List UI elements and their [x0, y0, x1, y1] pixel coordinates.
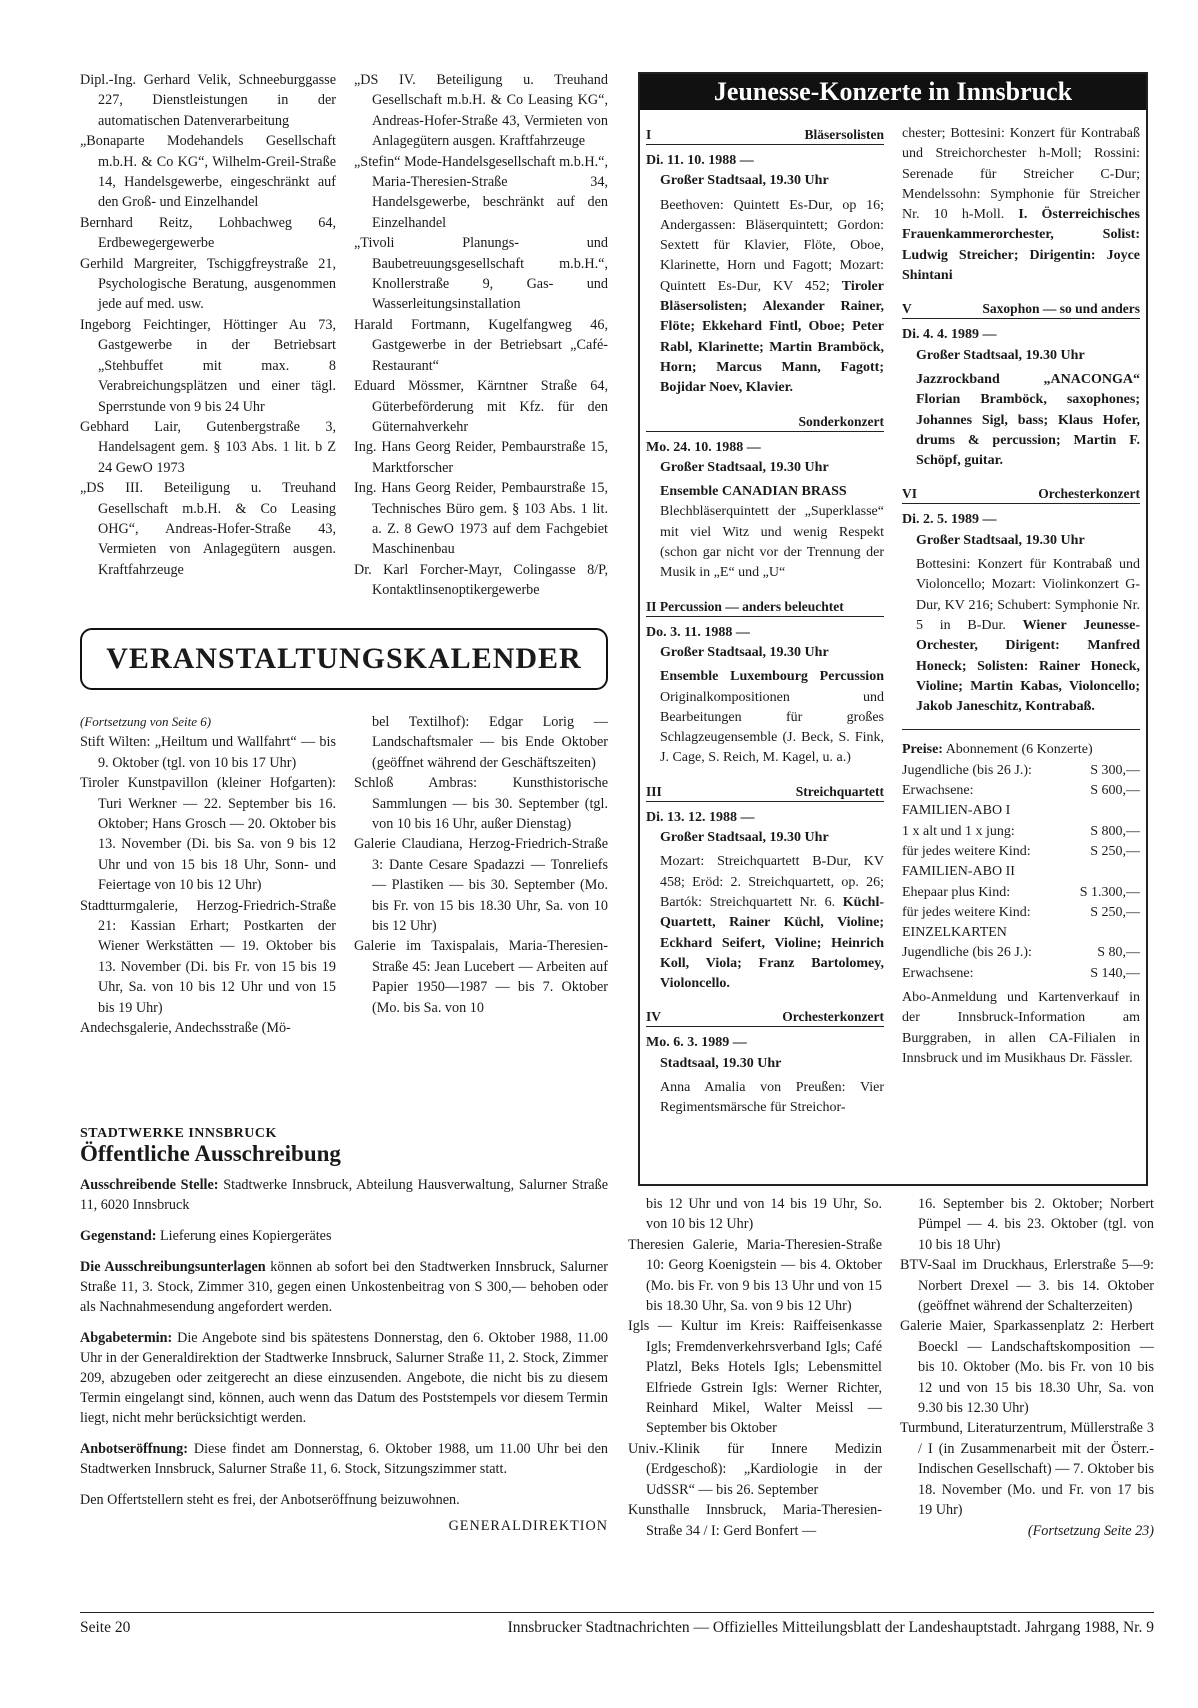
register-entry: Bernhard Reitz, Lohbachweg 64, Erdbewegergewerbe: [80, 214, 336, 252]
event-entry: Theresien Galerie, Maria-Theresien-Straße 10: Georg Koenigstein — bis 4. Oktober (Mo. bis Fr. von 9 bis 13 Uhr und von 15 bis 18.30 Uhr, Sa. von 9 bis 12 Uhr): [628, 1236, 882, 1315]
event-entry: 16. September bis 2. Oktober; Norbert Pümpel — 4. bis 23. Oktober (tgl. von 10 bis 18 Uhr): [918, 1196, 1154, 1253]
event-entry: Galerie Claudiana, Herzog-Friedrich-Straße 3: Dante Cesare Spadazzi — Tonreliefs — Plastiken — bis 30. September (Mo. bis Fr. von 15 bis 18.30 Uhr, Sa. von 10 bis 12 Uhr): [354, 836, 608, 935]
event-entry: Kunsthalle Innsbruck, Maria-Theresien-Straße 34 / I: Gerd Bonfert —: [628, 1502, 882, 1539]
jeunesse-box: [638, 72, 1148, 1186]
section-header: VI Orchesterkonzert: [902, 485, 1140, 504]
event-entry: Univ.-Klinik für Innere Medizin (Erdgeschoß): „Kardiologie in der UdSSR“ — bis 26. September: [628, 1440, 882, 1498]
ausschreibung: STADTWERKE INNSBRUCK Öffentliche Ausschreibung Ausschreibende Stelle: Stadtwerke Innsbruck, Abteilung Hausverwaltung, Salurner Straße 11, 6020 Innsbruck Gegenstand: Lieferung eines Kopiergerätes Die Ausschreibungsunterlagen können ab sofort bei den Stadtwerken Innsbruck, Salurner Straße 11, 3. Stock, Zimmer 310, gegen einen Unkostenbeitrag von S 300,— behoben oder als Nachnahmesendung angefordert werden. Abgabetermin: Die Angebote sind bis spätestens Donnerstag, den 6. Oktober 1988, 11.00 Uhr in der Generaldirektion der Stadtwerke Innsbruck, Salurner Straße 11, 2. Stock, Zimmer 209, abzugeben oder zeitgerecht an diese einzusenden. Angebote, die nicht bis zu diesem Termin eingelangt sind, können, auch wenn das Datum des Poststempels vor diesem Termin liegt, nicht mehr berücksichtigt werden. Anbotseröffnung: Diese findet am Donnerstag, 6. Oktober 1988, um 11.00 Uhr bei den Stadtwerken Innsbruck, Salurner Straße 11, 6. Stock, Sitzungszimmer statt. Den Offertstellern steht es frei, der Anbotseröffnung beizuwohnen. GENERALDIREKTION: [80, 1126, 609, 1534]
event-entry: Galerie Maier, Sparkassenplatz 2: Herbert Boeckl — Landschaftskomposition — bis 10. Oktober (Mo. bis Fr. von 10 bis 12 und von 15 bis 18.30 Uhr, Sa. von 9.30 bis 12.30 Uhr): [900, 1318, 1154, 1417]
event-entry: bis 12 Uhr und von 14 bis 19 Uhr, So. von 10 bis 12 Uhr): [646, 1196, 882, 1233]
publication-info: Innsbrucker Stadtnachrichten — Offizielles Mitteilungsblatt der Landeshauptstadt. Jahrgang 1988, Nr. 9: [507, 1619, 1154, 1636]
kalender-column-4: 16. September bis 2. Oktober; Norbert Pümpel — 4. bis 23. Oktober (tgl. von 10 bis 18 Uhr) BTV-Saal im Druckhaus, Erlerstraße 5—9: Norbert Drexel — 3. bis 14. Oktober (geöffnet während der Schalterzeiten) Galerie Maier, Sparkassenplatz 2: Herbert Boeckl — Landschaftskomposition — bis 10. Oktober (Mo. bis Fr. von 10 bis 12 und von 15 bis 18.30 Uhr, Sa. von 9.30 bis 12.30 Uhr) Turmbund, Literaturzentrum, Müllerstraße 3 / I (in Zusammenarbeit mit der Österr.-Indischen Gesellschaft) — 7. Oktober bis 18. November (Mo. und Fr. von 17 bis 19 Uhr) (Fortsetzung Seite 23): [900, 1196, 1154, 1539]
jeunesse-column-left: I Bläsersolisten Di. 11. 10. 1988 — Großer Stadtsaal, 19.30 Uhr Beethoven: Quintett Es-Dur, op 16; Andergassen: Bläserquintett; Gordon: Sextett für Klavier, Flöte, Oboe, Klarinette, Horn und Fagott; Mozart: Quintett Es-Dur, KV 452; Tiroler Bläsersolisten; Alexander Rainer, Flöte; Ekkehard Fintl, Oboe; Peter Rabl, Klarinette; Martin Bramböck, Horn; Marcus Mann, Fagott; Bojidar Noev, Klavier. Sonderkonzert Mo. 24. 10. 1988 — Großer Stadtsaal, 19.30 Uhr Ensemble CANADIAN BRASS Blechbläserquintett der „Superklasse“ mit viel Witz und wenig Respekt (schon gar nicht vor der Trennung der Musik in „E“ und „U“ II Percussion — anders beleuchtet Do. 3. 11. 1988 — Großer Stadtsaal, 19.30 Uhr Ensemble Luxembourg Percussion Originalkompositionen und Bearbeitungen für großes Schlagzeugensemble (J. Beck, S. Fink, J. Cage, S. Reich, M. Kagel, u. a.) III Streichquartett Di. 13. 12. 1988 — Großer Stadtsaal, 19.30 Uhr Mozart: Streichquartett B-Dur, KV 458; Eröd: 2. Streichquartett, op. 26; Bartók: Streichquartett Nr. 6. Küchl-Quartett, Rainer Küchl, Violine; Eckhard Seifert, Violine; Heinrich Koll, Viola; Franz Bartolomey, Violoncello. IV Orchesterkonzert Mo. 6. 3. 1989 — Stadtsaal, 19.30 Uhr Anna Amalia von Preußen: Vier Regimentsmärsche für Streichor-: [646, 126, 884, 1119]
kalender-column-2: [354, 712, 608, 1018]
event-entry: bel Textilhof): Edgar Lorig — Landschaftsmaler — bis Ende Oktober (geöffnet während der Geschäftszeiten): [372, 714, 608, 771]
register-entry: Gebhard Lair, Gutenbergstraße 3, Handelsagent gem. § 103 Abs. 1 lit. b Z 24 GewO 1973: [80, 418, 336, 476]
section-header: IV Orchesterkonzert: [646, 1008, 884, 1027]
section-header: I Bläsersolisten: [646, 126, 884, 145]
event-entry: Igls — Kultur im Kreis: Raiffeisenkasse Igls; Fremdenverkehrsverband Igls; Café Platzl, Beks Hotels Igls; Lebensmittel Elfriede Gstrein Igls: Werner Richter, Reinhard Mikel, Walter Meissl — September bis Oktober: [628, 1318, 882, 1437]
event-entry: Andechsgalerie, Andechsstraße (Mö-: [80, 1020, 291, 1037]
kalender-column-1: (Fortsetzung von Seite 6) Stift Wilten: „Heiltum und Wallfahrt“ — bis 9. Oktober (tgl. von 10 bis 17 Uhr) Tiroler Kunstpavillon (kleiner Hofgarten): Turi Werkner — 22. September bis 16. Oktober; Hans Grosch — 20. Oktober bis 13. November (Di. bis Sa. von 9 bis 12 Uhr und von 15 bis 18 Uhr, Sonn- und Feiertage von 10 bis 12 Uhr) Stadtturmgalerie, Herzog-Friedrich-Straße 21: Kassian Erhart; Postkarten der Wiener Werkstätten — 19. Oktober bis 13. November (Di. bis Fr. von 15 bis 19 Uhr, Sa. von 10 bis 12 Uhr und von 15 bis 19 Uhr) Andechsgalerie, Andechsstraße (Mö-: [80, 712, 336, 1039]
page-footer: [80, 1612, 1154, 1637]
s4-text-start: Anna Amalia von Preußen: Vier Regimentsmärsche für Streichor-: [660, 1079, 884, 1116]
ausschreibung-title: Öffentliche Ausschreibung: [80, 1141, 341, 1166]
event-entry: Turmbund, Literaturzentrum, Müllerstraße 3 / I (in Zusammenarbeit mit der Österr.-Indischen Gesellschaft) — 7. Oktober bis 18. November (Mo. und Fr. von 17 bis 19 Uhr): [900, 1420, 1154, 1519]
register-entry: Dr. Karl Forcher-Mayr, Colingasse 8/P, Kontaktlinsenoptikergewerbe: [354, 561, 608, 599]
event-entry: BTV-Saal im Druckhaus, Erlerstraße 5—9: Norbert Drexel — 3. bis 14. Oktober (geöffnet während der Schalterzeiten): [900, 1257, 1154, 1315]
register-entry: Ing. Hans Georg Reider, Pembaurstraße 15, Marktforscher: [354, 439, 608, 476]
register-entry: „DS III. Beteiligung u. Treuhand Gesellschaft m.b.H. & Co Leasing OHG“, Andreas-Hofer-Straße 43, Vermieten von Anlagegütern ausgen. Kraftfahrzeuge: [80, 480, 336, 578]
register-entry: „Bonaparte Modehandels Gesellschaft m.b.H. & Co KG“, Wilhelm-Greil-Straße 14, Handelsgewerbe, eingeschränkt auf den Groß- und Einzelhandel: [80, 133, 336, 211]
event-entry: Tiroler Kunstpavillon (kleiner Hofgarten): Turi Werkner — 22. September bis 16. Oktober; Hans Grosch — 20. Oktober bis 13. November (Di. bis Sa. von 9 bis 12 Uhr und von 15 bis 18 Uhr, Sonn- und Feiertage von 10 bis 12 Uhr): [80, 775, 336, 894]
page-number: Seite 20: [80, 1619, 131, 1636]
register-entry: Ingeborg Feichtinger, Höttinger Au 73, Gastgewerbe in der Betriebsart „Stehbuffet mit max. 8 Verabreichungsplätzen und einer tägl. Sperrstunde von 9 bis 24 Uhr: [80, 316, 336, 415]
jeunesse-title: Jeunesse-Konzerte in Innsbruck: [640, 74, 1146, 110]
register-entry: „Stefin“ Mode-Handelsgesellschaft m.b.H.“, Maria-Theresien-Straße 34, Handelsgewerbe, beschränkt auf den Einzelhandel: [354, 153, 608, 231]
register-entry: Harald Fortmann, Kugelfangweg 46, Gastgewerbe in der Betriebsart „Café-Restaurant“: [354, 316, 608, 374]
event-entry: Schloß Ambras: Kunsthistorische Sammlungen — bis 30. September (tgl. von 10 bis 16 Uhr, außer Dienstag): [354, 775, 608, 833]
register-column-2: [354, 70, 608, 601]
section-header: Sonderkonzert: [646, 413, 884, 432]
event-entry: Stift Wilten: „Heiltum und Wallfahrt“ — bis 9. Oktober (tgl. von 10 bis 17 Uhr): [80, 734, 336, 771]
register-column-1: [80, 70, 336, 580]
register-entry: Eduard Mössmer, Kärntner Straße 64, Güterbeförderung mit Kfz. für den Güternahverkehr: [354, 378, 608, 435]
register-entry: „Tivoli Planungs- und Baubetreuungsgesellschaft m.b.H.“, Knollerstraße 9, Gas- und Wasserleitungsinstallation: [354, 235, 608, 313]
concert-text: Beethoven: Quintett Es-Dur, op 16; Andergassen: Bläserquintett; Gordon: Sextett für Klavier, Flöte, Oboe, Klarinette, Horn und Fagott; Mozart: Quintett Es-Dur, KV 452; Tiroler Bläsersolisten; Alexander Rainer, Flöte; Ekkehard Fintl, Oboe; Peter Rabl, Klarinette; Martin Bramböck, Horn; Marcus Mann, Fagott; Bojidar Noev, Klavier.: [660, 197, 884, 396]
register-entry: Dipl.-Ing. Gerhard Velik, Schneeburggasse 227, Dienstleistungen in der automatischen Datenverarbeitung: [80, 72, 336, 129]
event-entry: Galerie im Taxispalais, Maria-Theresien-Straße 45: Jean Lucebert — Arbeiten auf Papier 1950—1987 — bis 7. Oktober (Mo. bis Sa. von 10: [354, 938, 608, 1016]
event-entry: Stadtturmgalerie, Herzog-Friedrich-Straße 21: Kassian Erhart; Postkarten der Wiener Werkstätten — 19. Oktober bis 13. November (Di. bis Fr. von 15 bis 19 Uhr, Sa. von 10 bis 12 Uhr und von 15 bis 19 Uhr): [80, 897, 336, 1016]
jeunesse-column-right: chester; Bottesini: Konzert für Kontrabaß und Streichorchester h-Moll; Rossini: Serenade für Streicher C-Dur; Mendelssohn: Symphonie für Streicher Nr. 10 h-Moll. I. Österreichisches Frauenkammerorchester, Solist: Ludwig Streicher; Dirigentin: Joyce Shintani V Saxophon — so und anders Di. 4. 4. 1989 — Großer Stadtsaal, 19.30 Uhr Jazzrockband „ANACONGA“ Florian Bramböck, saxophones; Johannes Sigl, bass; Klaus Hofer, drums & percussion; Martin F. Schöpf, guitar. VI Orchesterkonzert Di. 2. 5. 1989 — Großer Stadtsaal, 19.30 Uhr Bottesini: Konzert für Kontrabaß und Violoncello; Mozart: Violinkonzert G-Dur, KV 216; Schubert: Symphonie Nr. 5 in B-Dur. Wiener Jeunesse-Orchester, Dirigent: Manfred Honeck; Solisten: Rainer Honeck, Violine; Martin Kabas, Violoncello; Jakob Janeschitz, Kontrabaß. Preise: Abonnement (6 Konzerte) Jugendliche (bis 26 J.): S 300,— Erwachsene: S 600,— FAMILIEN-ABO I 1 x alt und 1 x jung: S 800,— für jedes weitere Kind: S 250,— FAMILIEN-ABO II Ehepaar plus Kind: S 1.300,— für jedes weitere Kind: S 250,— EINZELKARTEN Jugendliche (bis 26 J.): S 80,— Erwachsene: S 140,— Abo-Anmeldung und Kartenverkauf in der Innsbruck-Information am Burggraben, in allen CA-Filialen in Innsbruck und im Musikhaus Dr. Fässler.: [902, 126, 1141, 1066]
section-header: III Streichquartett: [646, 783, 884, 802]
veranstaltungskalender-banner: VERANSTALTUNGSKALENDER: [80, 628, 608, 690]
kalender-column-3: [628, 1194, 882, 1541]
register-entry: Gerhild Margreiter, Tschiggfreystraße 21, Psychologische Beratung, ausgenommen jede auf med. usw.: [80, 255, 336, 313]
register-entry: „DS IV. Beteiligung u. Treuhand Gesellschaft m.b.H. & Co Leasing KG“, Andreas-Hofer-Straße 43, Vermieten von Anlagegütern ausgen. Kraftfahrzeuge: [354, 72, 608, 150]
section-header: II Percussion — anders beleuchtet: [646, 598, 884, 617]
register-entry: Ing. Hans Georg Reider, Pembaurstraße 15, Technisches Büro gem. § 103 Abs. 1 lit. a. Z. 8 GewO 1973 auf dem Fachgebiet Maschinenbau: [354, 480, 608, 558]
section-header: V Saxophon — so und anders: [902, 300, 1140, 319]
signature: GENERALDIREKTION: [448, 1518, 608, 1534]
